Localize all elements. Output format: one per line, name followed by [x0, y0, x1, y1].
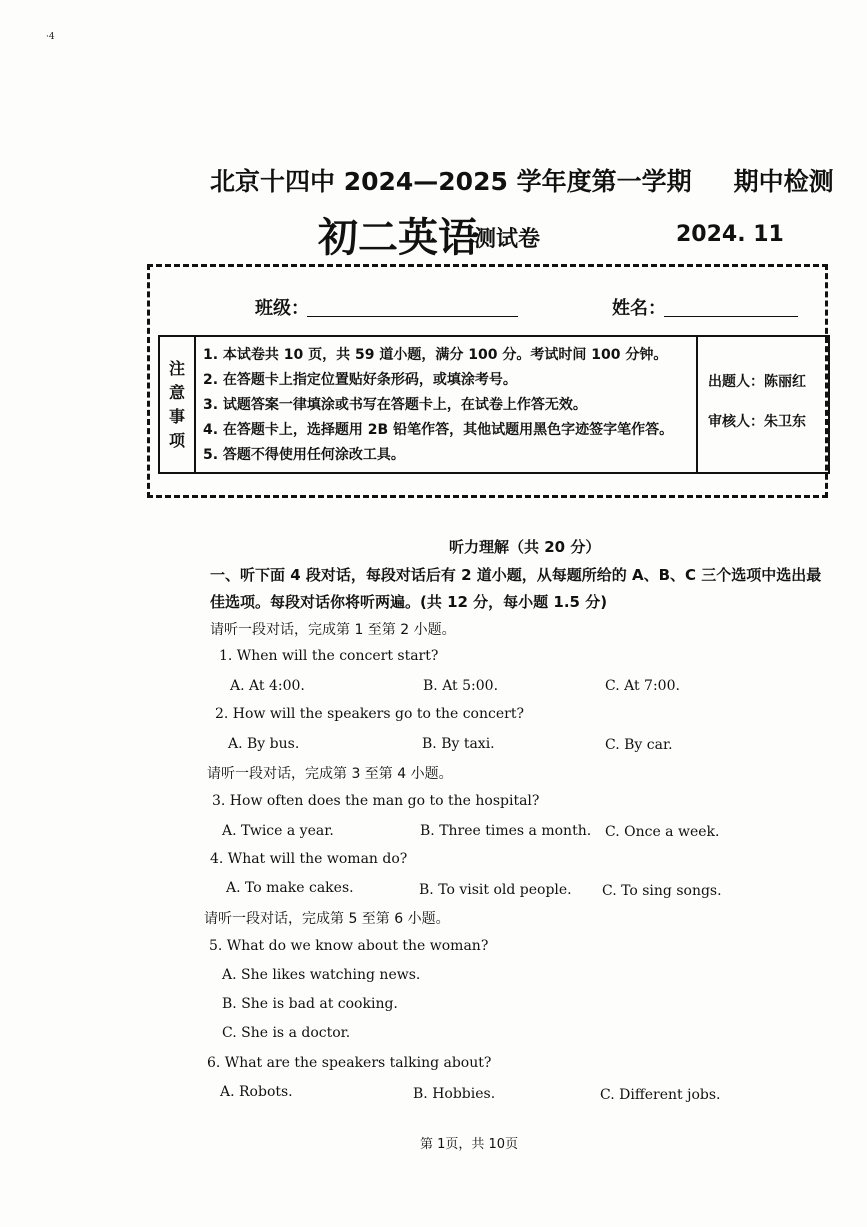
- option-b: B. By taxi.: [422, 736, 495, 752]
- option-c: C. She is a doctor.: [222, 1025, 351, 1041]
- option-b: B. She is bad at cooking.: [222, 996, 398, 1012]
- question-stem: 5. What do we know about the woman?: [209, 938, 489, 954]
- option-b: B. Three times a month.: [420, 823, 592, 839]
- option-c: C. Different jobs.: [600, 1087, 721, 1103]
- option-b: B. At 5:00.: [423, 678, 499, 694]
- option-a: A. Robots.: [220, 1084, 293, 1100]
- name-label: 姓名：: [612, 298, 666, 319]
- dialogue-prompt: 请听一段对话，完成第 1 至第 2 小题。: [210, 622, 456, 638]
- option-c: C. Once a week.: [605, 824, 720, 840]
- notice-table: [158, 335, 830, 474]
- option-c: C. At 7:00.: [605, 678, 680, 694]
- notice-heading-char: 项: [168, 430, 185, 450]
- section-title: 听力理解（共 20 分）: [449, 538, 601, 556]
- notice-item: 1. 本试卷共 10 页，共 59 道小题，满分 100 分。考试时间 100 分钟。: [203, 347, 668, 363]
- question-stem: 1. When will the concert start?: [219, 648, 439, 664]
- option-a: A. To make cakes.: [226, 880, 354, 896]
- option-a: A. By bus.: [228, 736, 300, 752]
- section-instruction: 一、听下面 4 段对话，每段对话后有 2 道小题，从每题所给的 A、B、C 三个选项中选出最佳选项。每段对话你将听两遍。(共 12 分，每小题 1.5 分): [210, 566, 822, 611]
- notice-item: 2. 在答题卡上指定位置贴好条形码，或填涂考号。: [203, 372, 517, 388]
- question-stem: 6. What are the speakers talking about?: [207, 1055, 492, 1071]
- notice-items: [196, 337, 698, 472]
- dialogue-prompt: 请听一段对话，完成第 5 至第 6 小题。: [204, 911, 450, 927]
- option-c: C. To sing songs.: [602, 883, 722, 899]
- page-footer: 第 1页，共 10页: [420, 1137, 519, 1152]
- notice-credits: [698, 337, 828, 472]
- option-a: A. Twice a year.: [222, 823, 334, 839]
- exam-title-line: [210, 162, 834, 198]
- option-a: A. At 4:00.: [230, 678, 305, 694]
- class-field[interactable]: [307, 316, 518, 317]
- option-b: B. Hobbies.: [413, 1086, 496, 1102]
- dialogue-prompt: 请听一段对话，完成第 3 至第 4 小题。: [207, 766, 453, 782]
- setter: 出题人：陈丽红: [708, 374, 806, 390]
- notice-heading: [160, 337, 196, 472]
- exam-date: 2024. 11: [676, 222, 784, 247]
- notice-item: 3. 试题答案一律填涂或书写在答题卡上，在试卷上作答无效。: [203, 397, 587, 413]
- notice-heading-char: 意: [168, 382, 185, 402]
- notice-heading-char: 注: [168, 358, 185, 378]
- corner-mark: ·4: [46, 32, 55, 42]
- notice-item: 5. 答题不得使用任何涂改工具。: [203, 447, 405, 463]
- school-line: 北京十四中 2024—2025 学年度第一学期: [210, 167, 692, 196]
- subject-title: 初二英语: [318, 215, 478, 261]
- notice-heading-char: 事: [168, 406, 185, 426]
- notice-item: 4. 在答题卡上，选择题用 2B 铅笔作答，其他试题用黑色字迹签字笔作答。: [203, 422, 674, 438]
- option-b: B. To visit old people.: [419, 882, 572, 898]
- class-label: 班级：: [255, 298, 309, 319]
- name-field[interactable]: [664, 316, 798, 317]
- paper-label: 测试卷: [474, 227, 541, 252]
- exam-type: 期中检测: [733, 167, 834, 196]
- option-c: C. By car.: [605, 737, 673, 753]
- question-stem: 2. How will the speakers go to the concert?: [215, 706, 524, 722]
- reviewer: 审核人：朱卫东: [708, 414, 806, 430]
- question-stem: 4. What will the woman do?: [210, 851, 408, 867]
- question-stem: 3. How often does the man go to the hospital?: [212, 793, 540, 809]
- option-a: A. She likes watching news.: [222, 967, 421, 983]
